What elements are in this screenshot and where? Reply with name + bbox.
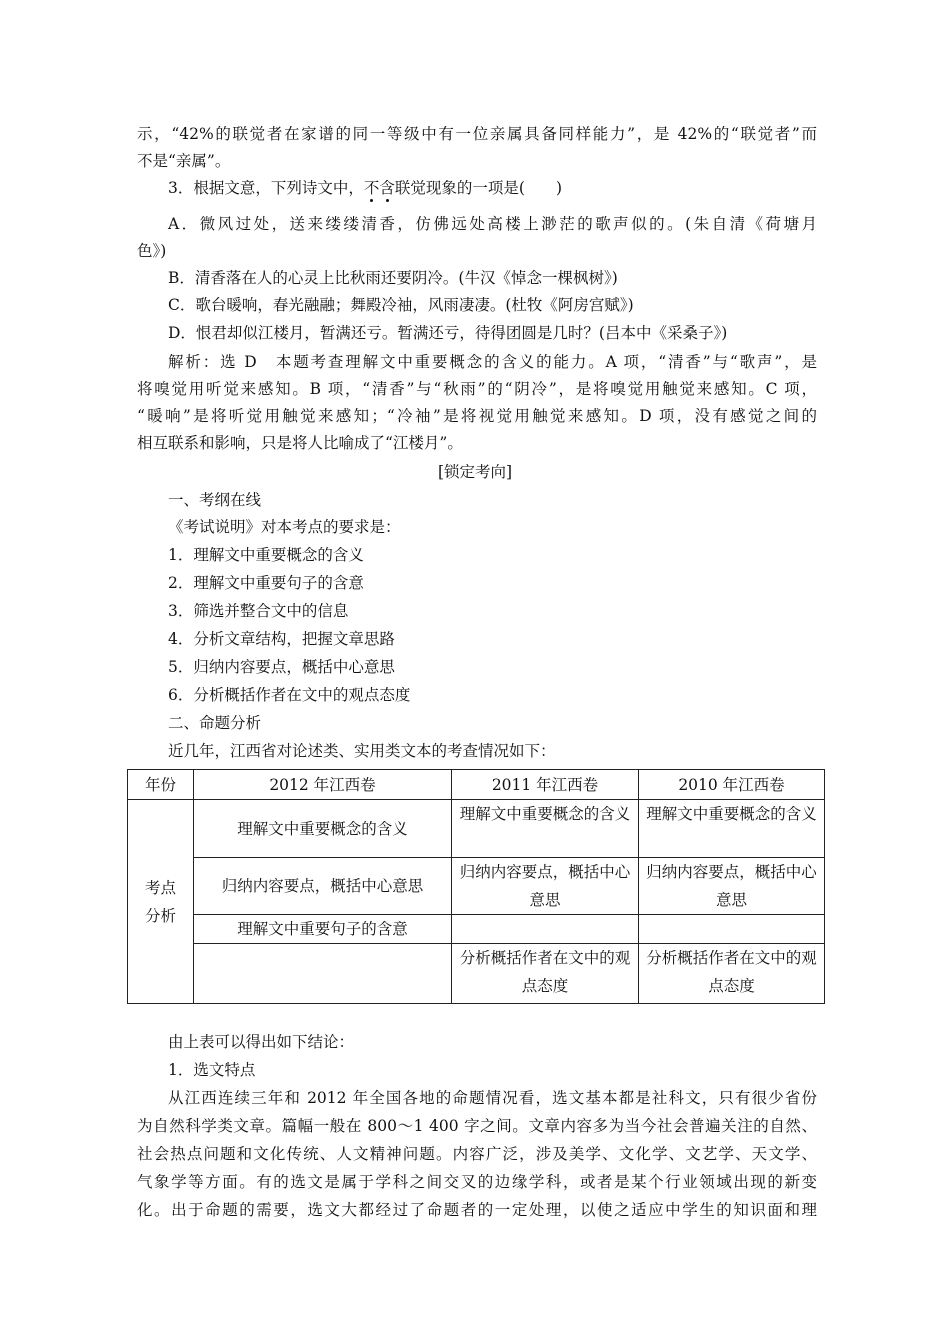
table-cell: 理解文中重要句子的含意	[194, 915, 452, 944]
table-cell	[639, 915, 825, 944]
option-d: D．恨君却似江楼月，暂满还亏。暂满还亏，待得团圆是几时？(吕本中《采桑子》)	[168, 324, 728, 342]
table-cell: 分析概括作者在文中的观点态度	[639, 944, 825, 1004]
emphasis-dot-char: 不	[363, 179, 380, 197]
table-cell: 分析概括作者在文中的观点态度	[452, 944, 639, 1004]
table-header-row	[128, 770, 825, 800]
row-label-cell: 考点分析	[128, 800, 194, 1004]
heading-2: 二、命题分析	[168, 714, 262, 732]
body-line: 气象学等方面。有的选文是属于学科之间交叉的边缘学科，或者是某个行业领域出现的新变	[137, 1173, 817, 1191]
table-header-cell: 2012 年江西卷	[194, 770, 452, 800]
table-cell	[452, 915, 639, 944]
requirement-item: 2．理解文中重要句子的含意	[168, 574, 364, 592]
requirement-item: 6．分析概括作者在文中的观点态度	[168, 686, 411, 704]
emphasis-dot-char: 含	[379, 179, 395, 197]
table-header-cell: 年份	[128, 770, 194, 800]
analysis-line: 解析：选 D 本题考查理解文中重要概念的含义的能力。A 项，“清香”与“歌声”，是	[168, 353, 817, 371]
option-b: B．清香落在人的心灵上比秋雨还要阴冷。(牛汉《悼念一棵枫树》)	[168, 269, 618, 287]
requirement-item: 5．归纳内容要点，概括中心意思	[168, 658, 395, 676]
option-a-cont: 色》)	[137, 242, 167, 260]
option-a: A．微风过处，送来缕缕清香，仿佛远处高楼上渺茫的歌声似的。(朱自清《荷塘月	[168, 215, 817, 233]
body-line: 从江西连续三年和 2012 年全国各地的命题情况看，选文基本都是社科文，只有很少省份	[168, 1089, 817, 1107]
section-title: [锁定考向]	[437, 463, 513, 481]
table-cell: 理解文中重要概念的含义	[452, 800, 639, 858]
analysis-line: “暖响”是将听觉用触觉来感知；“冷袖”是将视觉用触觉来感知。D 项，没有感觉之间的	[137, 407, 817, 425]
requirement-intro: 《考试说明》对本考点的要求是：	[168, 518, 401, 536]
requirement-item: 1．理解文中重要概念的含义	[168, 546, 364, 564]
table-row	[128, 800, 825, 858]
requirement-item: 4．分析文章结构，把握文章思路	[168, 630, 395, 648]
table-cell: 归纳内容要点，概括中心意思	[452, 858, 639, 915]
body-line: 为自然科学类文章。篇幅一般在 800～1 400 字之间。文章内容多为当今社会普遍关注的自然、	[137, 1117, 817, 1135]
table-cell: 理解文中重要概念的含义	[194, 800, 452, 858]
table-cell	[194, 944, 452, 1004]
text-line: 示，“42%的联觉者在家谱的同一等级中有一位亲属具备同样能力”，是 42%的“联觉者”而	[137, 125, 817, 143]
body-line: 社会热点问题和文化传统、人文精神问题。内容广泛，涉及美学、文化学、文艺学、天文学、	[137, 1145, 817, 1163]
text-line: 不是“亲属”。	[137, 152, 231, 170]
point-heading: 1．选文特点	[168, 1061, 256, 1079]
body-line: 化。出于命题的需要，选文大都经过了命题者的一定处理，以使之适应中学生的知识面和理	[137, 1201, 817, 1219]
table-header-cell: 2011 年江西卷	[452, 770, 639, 800]
heading-1: 一、考纲在线	[168, 491, 262, 509]
exam-analysis-table	[127, 769, 825, 1004]
table-row	[128, 915, 825, 944]
table-header-cell: 2010 年江西卷	[639, 770, 825, 800]
question-3-suffix: 联觉现象的一项是( )	[394, 179, 563, 197]
table-row	[128, 944, 825, 1004]
question-3-prefix: 3．根据文意，下列诗文中，	[168, 179, 364, 197]
table-intro: 近几年，江西省对论述类、实用类文本的考查情况如下：	[168, 742, 556, 760]
analysis-line: 将嗅觉用听觉来感知。B 项，“清香”与“秋雨”的“阴冷”，是将嗅觉用触觉来感知。C 项，	[137, 380, 817, 398]
table-cell: 理解文中重要概念的含义	[639, 800, 825, 858]
analysis-line: 相互联系和影响，只是将人比喻成了“江楼月”。	[137, 434, 463, 452]
conclusion-intro: 由上表可以得出如下结论：	[168, 1033, 355, 1051]
question-3	[168, 178, 562, 198]
option-c: C．歌台暖响，春光融融；舞殿冷袖，风雨凄凄。(杜牧《阿房宫赋》)	[168, 296, 634, 314]
table-cell: 归纳内容要点，概括中心意思	[194, 858, 452, 915]
table-cell: 归纳内容要点，概括中心意思	[639, 858, 825, 915]
requirement-item: 3．筛选并整合文中的信息	[168, 602, 349, 620]
table-row	[128, 858, 825, 915]
